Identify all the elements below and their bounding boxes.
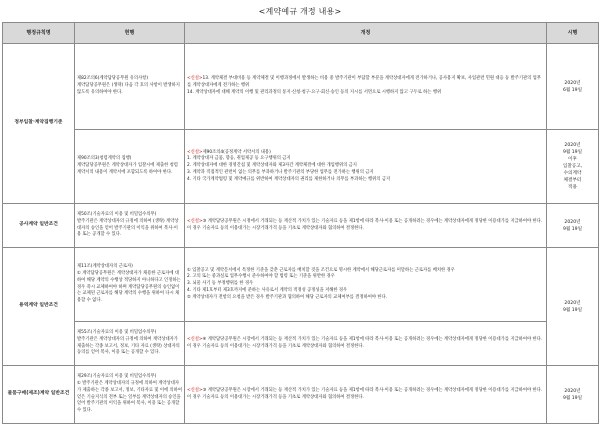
current-text-cell: 제50조(기술자료의 이용 및 비밀엄수의무) 발주기관은 계약상대자의 규정에 의하여 (생략) 계약상대자의 승인을 얻어 발주기관의 이익을 위하여 복사·이용 또는 공개할 수 있다. (75, 204, 185, 248)
header-row (3, 23, 599, 44)
table-row (3, 248, 599, 322)
header-current: 현행 (75, 23, 185, 44)
new-clause-tag: <신설> (187, 149, 203, 155)
revision-table (2, 22, 599, 424)
category-cell: 공사계약 일반조건 (3, 204, 75, 248)
revised-text-cell: <신설>제90조의4(공정계약 서약서의 내용) 1. 계약상대자 금품, 향응, 취업제공 등 요구행위의 금지 2. 계약상대자에 대한 경영간섭 및 계약상대자와 제3자간 계약체결에 대한 개입행위의 금지 3. 계약과 직접적인 관련이 없는 의무를 부과하거나 발주기관의 부당한 업무를 전가하는 행위의 금지 4. 기타 국가계약법령 및 계약예규를 위반하여 계약상대자의 권리를 제한하거나 의무를 부과하는 행위의 금지 (185, 130, 547, 204)
new-clause-tag: <신설> (187, 218, 203, 224)
revised-text-cell: <신설>③ 계약담당공무원은 시정에서 거래되는 등 재산적 가치가 있는 기술자료 등을 제1항에 따라 복사·이용 또는 공개하려는 경우에는 계약상대자에게 정당한 이용대가를 지급하여야 한다. 이 경우 기술자료 등의 이용대가는 시장거래가격 등을 기초로 계약상대자와 협의하여 결정한다. (185, 204, 547, 248)
table-row (3, 130, 599, 204)
new-clause-tag: <신설> (187, 336, 203, 342)
revised-text-cell: <신설>③ 계약담당공무원은 시장에서 거래되는 등 재산적 가치가 있는 기술자료 등을 제1항에 따라 복사·이용 또는 공개하려는 경우에는 계약상대자에게 정당한 이용대가를 지급하여야 한다. 이 경우 기술자료 등의 이용대가는 시장거래가격 등을 기초로 계약상대자와 협의하여 결정한다. (185, 366, 547, 424)
table-row (3, 204, 599, 248)
effective-date-cell: 2020년 6월 19일 (547, 44, 599, 130)
table-row (3, 366, 599, 424)
category-cell: 정부입찰·계약집행기준 (3, 44, 75, 204)
effective-date-cell: 2020년 9월 19일 (547, 204, 599, 248)
table-row (3, 322, 599, 366)
revised-text-cell: <신설>④ 계약담당공무원은 시장에서 거래되는 등 재산적 가치가 있는 기술자료 등을 제1항에 따라 복사·이용 또는 공개하려는 경우에는 계약상대자에게 정당한 이용대가를 지급하여야 한다. 이 경우 기술자료 등의 이용대가는 시장거래가격 등을 기초로 계약상대자와 협의하여 결정한다. (185, 322, 547, 366)
current-text-cell: 제11조(계약상대자의 근로자) ① 계약담당공무원은 계약상대자가 채용한 근로자에 대하여 해당 계약의 수행상 적당하지 아니하다고 인정하는 경우 즉시 교체하여야 하며 계약담당공무원의 승인없이는 교체된 근로자를 해당 계약의 수행을 위하여 다시 채용할 수 없다. (75, 248, 185, 322)
current-text-cell: 제55조(기술자료의 이용 및 비밀엄수의무) 발주기관은 계약상대자의 규정에 의하여 계약상대자가 제출하는 각종 보고서, 정보, 기타 자료 (생략) 상대자의 동의를 얻어 복사, 이용 또는 공개할 수 있다. (75, 322, 185, 366)
document-title: <계약예규 개정 내용> (258, 7, 342, 16)
header-revised: 개정 (185, 23, 547, 44)
effective-date-cell: 2020년 9월 19일 이후 입찰공고, 수의계약 체결부터 적용 (547, 130, 599, 204)
header-category: 행정규칙명 (3, 23, 75, 44)
category-cell: 용역계약 일반조건 (3, 248, 75, 366)
new-clause-tag: <신설> (187, 76, 203, 82)
header-effective-date: 시행 (547, 23, 599, 44)
revised-text-cell: ① 입찰공고 및 계약문서에서 특정한 기준을 갖춘 근로자를 배치할 것을 조건으로 명시한 계약에서 해당근로자를 미달하는 근로자를 배치한 경우 2. 고의 또는 중과실로 업무수행시 준수하여야 할 법령 또는 기준을 위반한 경우 3. 뇌물 사기 등 부정행위를 한 경우 4. 기타 제1호부터 제3호까지에 준하는 사유로서 계약의 적정성 공정성을 저해한 경우 ② 계약상대자가 전항의 요청을 받은 경우 발주기관과 협의하여 해당 근로자의 교체여부를 결정하여야 한다. (185, 248, 547, 322)
current-text-cell: 제29조(기술자료의 이용 및 비밀엄수의무) ① 발주기관은 계약상대자의 규정에 의하여 계약상대자가 제출하는 각종 보고서, 정보, 기타자료 및 이에 의하여 얻은 기술지식의 전부 또는 일부를 계약상대자의 승인을 얻어 발주기관의 이익을 위하여 복사, 이용 또는 공개할 수 있다. (75, 366, 185, 424)
effective-date-cell: 2020년 9월 19일 (547, 248, 599, 366)
revised-text-cell: <신설>13. 계약체결 부대비용 등 계약체결 및 이행과정에서 발생하는 비용 중 발주기관이 부담할 부분을 계약상대자에게 전가하거나, 공사용지 확보, 사업관련 민원 대응 등 발주기관의 업무를 계약상대자에게 전가하는 행위 14. 계약상대자에 대해 계약의 이행 및 관리과정의 통지·신청·청구·요구·회신·승인 등의 지시를 서면으로 시행하지 않고 구두로 하는 행위 (185, 44, 547, 130)
effective-date-cell: 2020년 9월 19일 (547, 366, 599, 424)
current-text-cell: 제90조의3(청렴계약의 집행) 계약담당공무원은 계약상대자가 입찰시에 제출한 청렴계약서의 내용이 계약서에 포함되도록 하여야 한다. (75, 130, 185, 204)
current-text-cell: 제82조의6(계약담당공무원 유의사항) 계약담당공무원은 (생략) 다음 각 호의 사항이 발생하지 않도록 유의하여야 한다. (75, 44, 185, 130)
new-clause-tag: <신설> (187, 387, 203, 393)
table-row (3, 44, 599, 130)
category-cell: 물품구매(제조)계약 일반조건 (3, 366, 75, 424)
